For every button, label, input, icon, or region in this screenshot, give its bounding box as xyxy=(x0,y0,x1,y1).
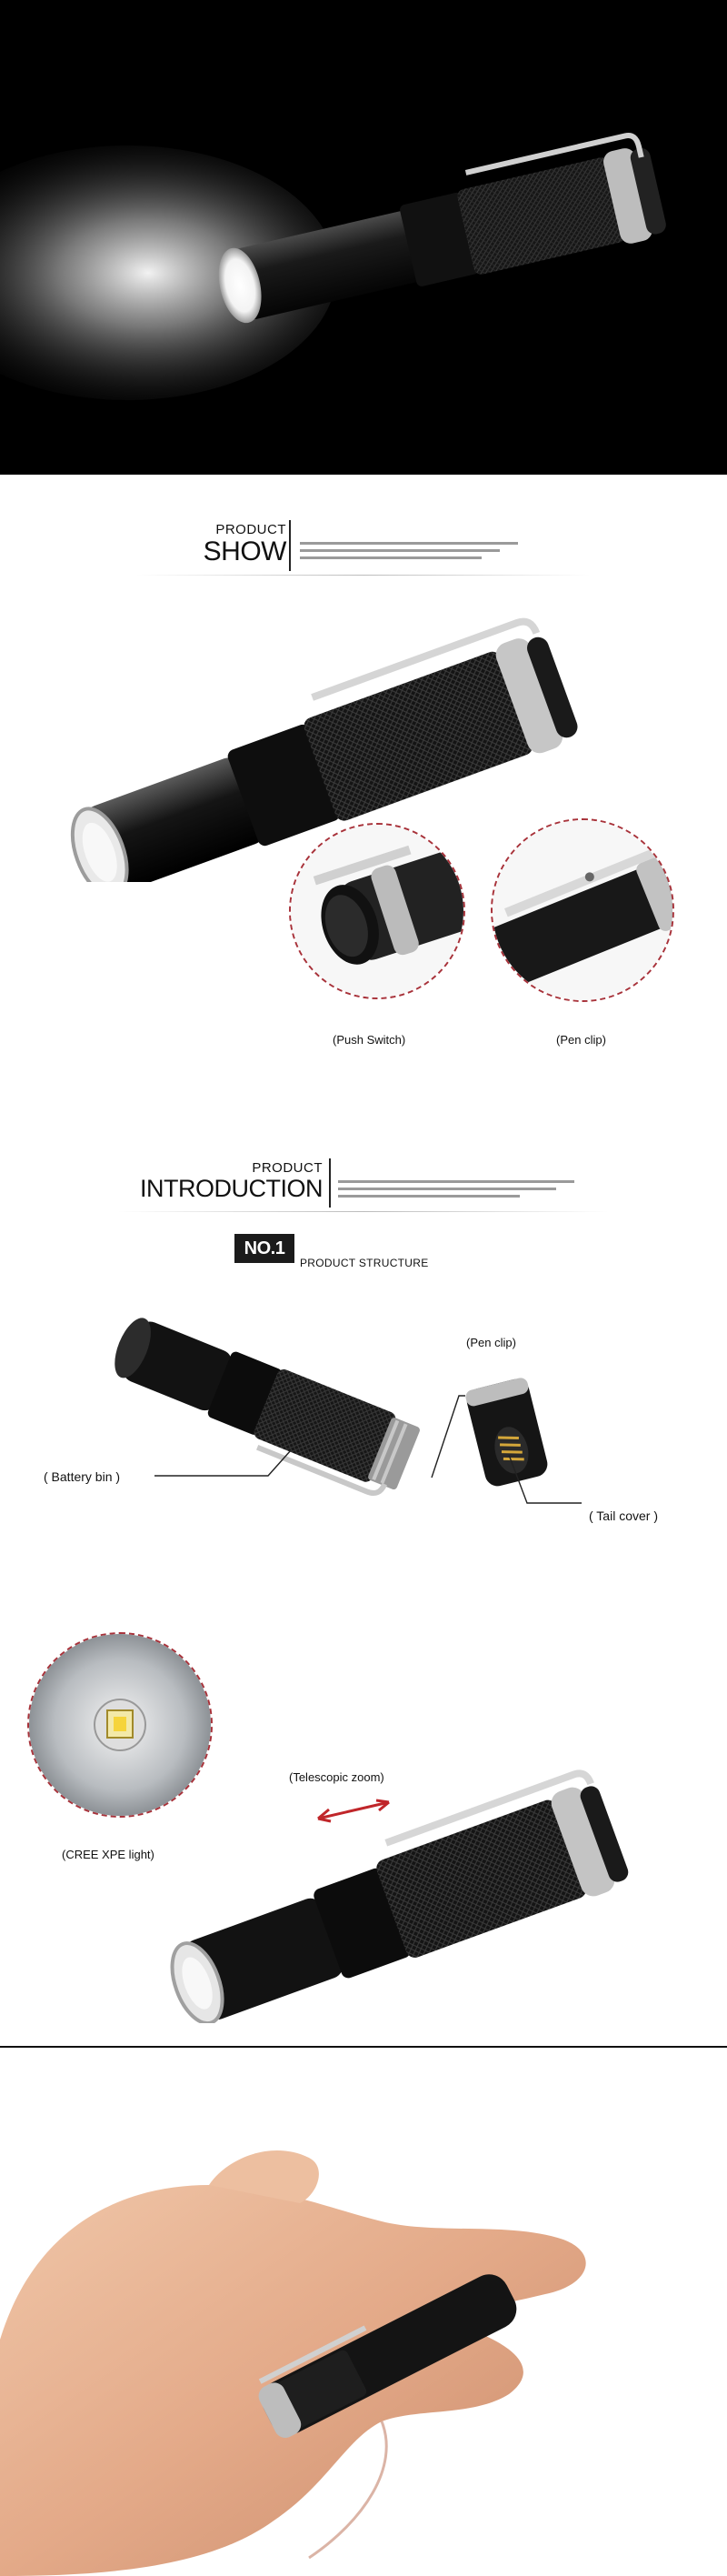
show-kicker: PRODUCT xyxy=(215,522,286,537)
show-header xyxy=(186,523,286,566)
show-header-fineprint xyxy=(300,542,518,564)
intro-title: INTRODUCTION xyxy=(140,1175,323,1202)
hand-holding-flashlight-photo xyxy=(0,2049,727,2576)
cree-xpe-label: (CREE XPE light) xyxy=(62,1848,154,1861)
pen-clip-detail xyxy=(491,818,674,1002)
hand-section-divider xyxy=(0,2046,727,2048)
structure-leader-lines xyxy=(0,1309,727,1537)
pen-clip-detail-image xyxy=(493,820,672,1000)
hero-flashlight-illustration xyxy=(0,0,727,475)
show-header-rule xyxy=(136,575,591,576)
hero-photo xyxy=(0,0,727,475)
push-switch-detail-image xyxy=(291,825,463,997)
push-switch-detail xyxy=(289,823,465,999)
intro-header xyxy=(136,1161,323,1201)
zoom-flashlight-image xyxy=(145,1732,691,2023)
show-title: SHOW xyxy=(203,536,286,566)
intro-kicker: PRODUCT xyxy=(252,1160,323,1176)
pen-clip-label: (Pen clip) xyxy=(466,1336,516,1349)
structure-badge: NO.1 xyxy=(234,1234,294,1263)
intro-header-divider xyxy=(329,1158,331,1208)
tail-cover-label: ( Tail cover ) xyxy=(589,1509,658,1523)
show-header-divider xyxy=(289,520,291,571)
structure-title: PRODUCT STRUCTURE xyxy=(300,1257,429,1269)
telescopic-zoom-label: (Telescopic zoom) xyxy=(289,1770,384,1784)
intro-header-rule xyxy=(118,1211,609,1212)
battery-bin-label: ( Battery bin ) xyxy=(44,1469,121,1484)
intro-header-fineprint xyxy=(338,1180,574,1202)
pen-clip-show-label: (Pen clip) xyxy=(556,1033,606,1047)
push-switch-label: (Push Switch) xyxy=(333,1033,406,1047)
